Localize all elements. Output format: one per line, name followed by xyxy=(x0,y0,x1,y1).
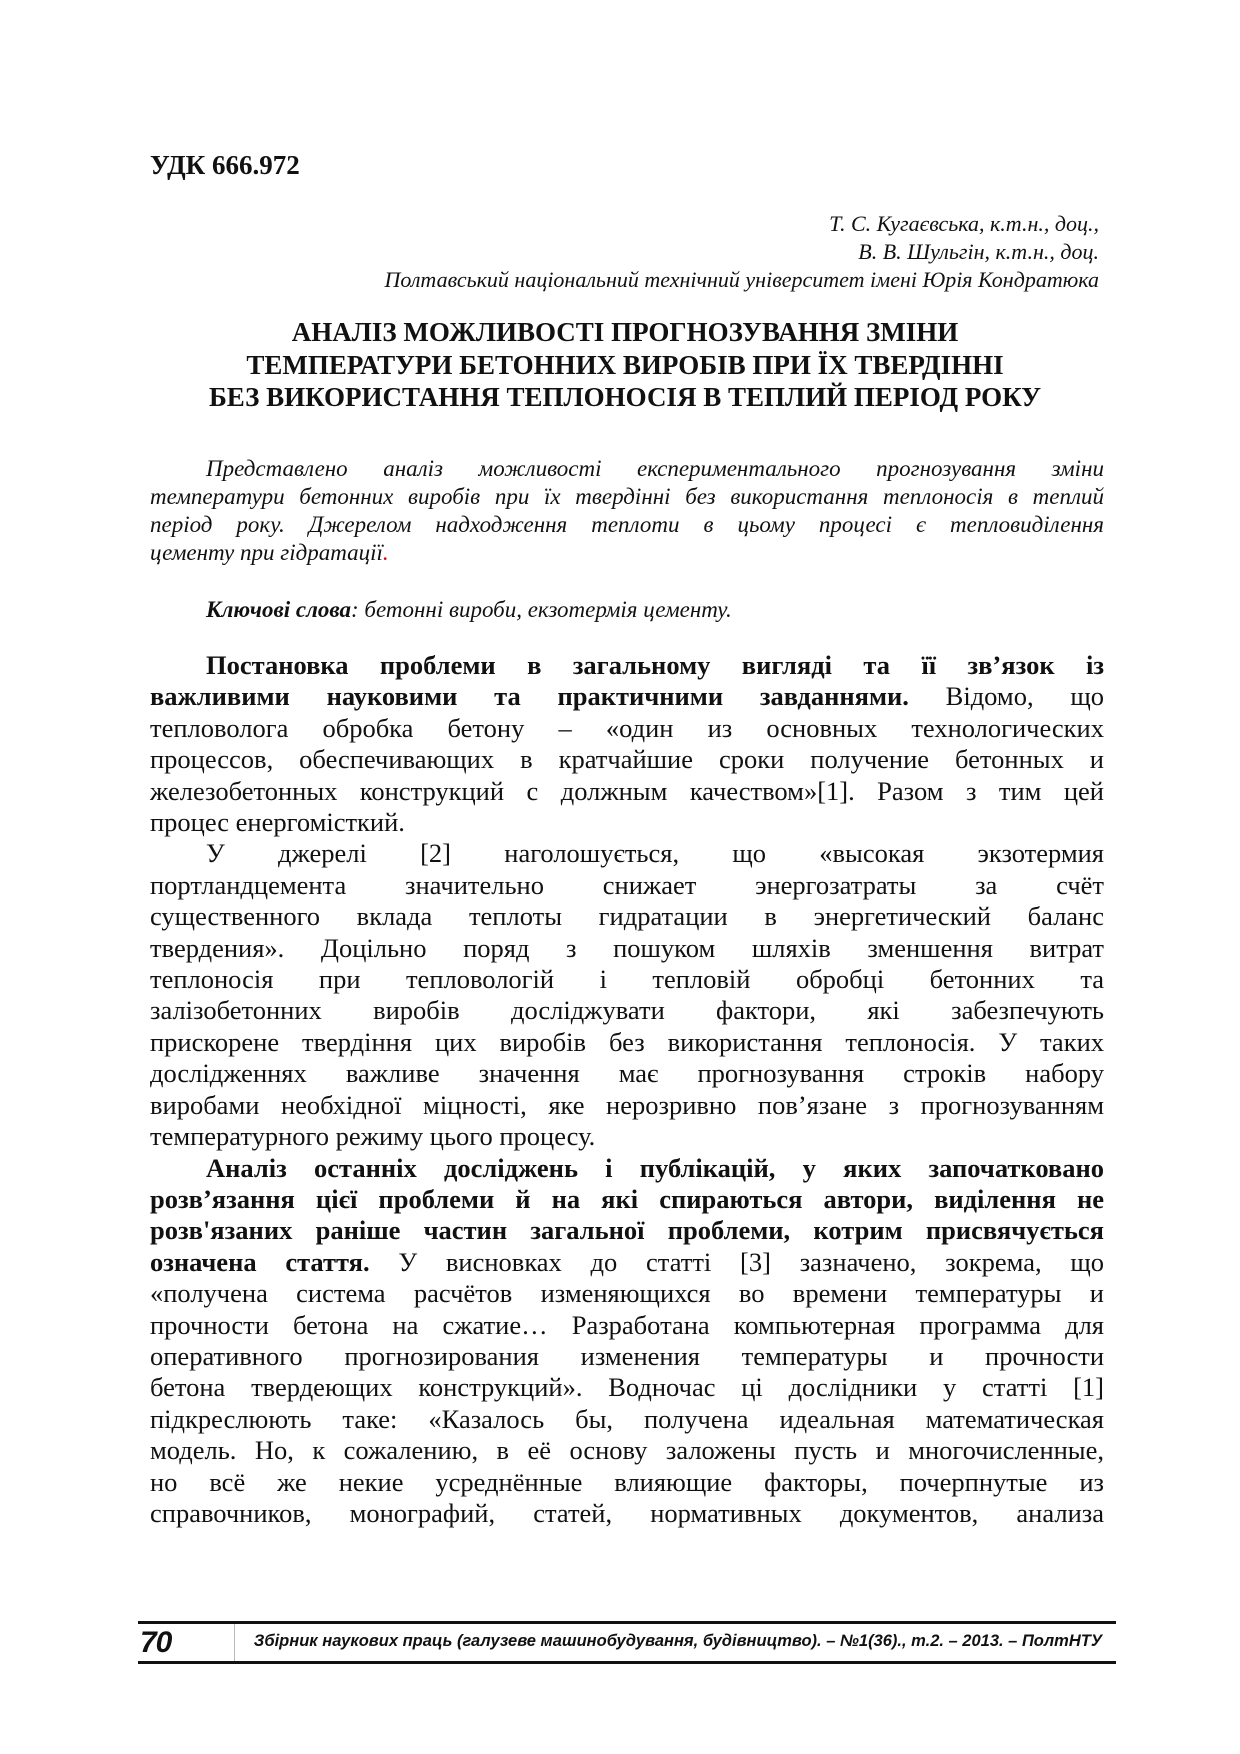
footer-rule-bottom xyxy=(138,1661,1116,1664)
keywords xyxy=(206,597,732,623)
udk-code: УДК 666.972 xyxy=(150,150,300,180)
bold-heading-text: означена стаття. xyxy=(150,1246,370,1277)
body-line xyxy=(150,838,1104,869)
bold-heading-text: Постановка проблеми в загальному вигляді та її зв’язок із xyxy=(206,650,1104,680)
body-line xyxy=(150,650,1104,681)
body-line-text: підкреслюють таке: «Казалось бы, получена идеальная математическая xyxy=(150,1403,1104,1434)
body-line-text: процес енергомісткий. xyxy=(150,807,405,838)
body-line-text: бетона твердеющих конструкций». Водночас ці дослідники у статті [1] xyxy=(150,1372,1104,1403)
body-line-text: модель. Но, к сожалению, в её основу заложены пусть и многочисленные, xyxy=(150,1435,1104,1466)
title-line: АНАЛІЗ МОЖЛИВОСТІ ПРОГНОЗУВАННЯ ЗМІНИ xyxy=(291,317,959,347)
page-number: 70 xyxy=(140,1626,172,1659)
body-line-text: но всё же некие усреднённые влияющие факторы, почерпнутые из xyxy=(150,1466,1104,1497)
footer-rule-top xyxy=(138,1621,1116,1624)
bold-heading-text: розв'язаних раніше частин загальної проблеми, котрим присвячується xyxy=(150,1215,1104,1246)
body-line xyxy=(150,964,1104,995)
body-line xyxy=(150,933,1104,964)
title-line: БЕЗ ВИКОРИСТАННЯ ТЕПЛОНОСІЯ В ТЕПЛИЙ ПЕРІОД РОКУ xyxy=(208,382,1042,412)
body-line xyxy=(150,1247,1104,1278)
abstract xyxy=(150,455,1104,567)
body-line xyxy=(150,1090,1104,1121)
body-line xyxy=(150,1372,1104,1403)
body-line xyxy=(150,807,1104,838)
body-line xyxy=(150,1215,1104,1246)
body-line-text: «получена система расчётов изменяющихся во времени температуры и xyxy=(150,1278,1104,1309)
bold-heading-text: розв’язання цієї проблеми й на які спираються автори, виділення не xyxy=(150,1183,1104,1214)
article-title xyxy=(150,316,1100,414)
body-line xyxy=(150,744,1104,775)
author-1: Т. С. Кугаєвська, к.т.н., доц., xyxy=(829,211,1099,236)
keywords-label: Ключові слова xyxy=(206,597,352,622)
body-line-text: существенного вклада теплоты гидратации в энергетический баланс xyxy=(150,901,1104,932)
bold-heading-text: Аналіз останніх досліджень і публікацій, у яких започатковано xyxy=(206,1152,1104,1183)
abstract-text: цементу при гідратації xyxy=(150,540,383,565)
paragraph xyxy=(150,838,1104,1152)
body-line xyxy=(150,1467,1104,1498)
paragraph xyxy=(150,650,1104,838)
authors-block xyxy=(384,210,1099,294)
abstract-line: Представлено аналіз можливості експериментального прогнозування зміни xyxy=(206,456,1104,481)
body-line xyxy=(150,870,1104,901)
body-line xyxy=(150,1184,1104,1215)
body-line xyxy=(150,1027,1104,1058)
body-line xyxy=(150,1435,1104,1466)
body-line-text: железобетонных конструкций с должным качеством»[1]. Разом з тим цей xyxy=(150,775,1104,806)
body-line xyxy=(150,995,1104,1026)
affiliation: Полтавський національний технічний університет імені Юрія Кондратюка xyxy=(384,267,1099,292)
body-line-text: тепловолога обробка бетону – «один из основных технологических xyxy=(150,712,1104,743)
title-line: ТЕМПЕРАТУРИ БЕТОННИХ ВИРОБІВ ПРИ ЇХ ТВЕРДІННІ xyxy=(246,349,1004,380)
body-line xyxy=(150,681,1104,712)
body-line-text: прискорене твердіння цих виробів без використання теплоносія. У таких xyxy=(150,1026,1104,1057)
author-2: В. В. Шульгін, к.т.н., доц. xyxy=(858,239,1099,264)
abstract-period: . xyxy=(382,540,389,565)
body-line xyxy=(150,901,1104,932)
journal-citation: Збірник наукових праць (галузеве машинобудування, будівництво). – №1(36)., т.2. – 2013. – ПолтНТУ xyxy=(253,1632,1102,1650)
body-line-text: У джерелі [2] наголошується, що «высокая экзотермия xyxy=(206,838,1104,869)
abstract-line xyxy=(150,539,1104,567)
body-line xyxy=(150,1153,1104,1184)
body-line-text: справочников, монографий, статей, нормативных документов, анализа xyxy=(150,1497,1104,1528)
body-line-text: Відомо, що xyxy=(908,681,1104,712)
body-line-text: У висновках до статті [3] зазначено, зокрема, що xyxy=(369,1246,1104,1277)
paragraph xyxy=(150,1153,1104,1530)
body-line xyxy=(150,1278,1104,1309)
footer-divider xyxy=(234,1624,235,1661)
body-line-text: портландцемента значительно снижает энергозатраты за счёт xyxy=(150,869,1104,900)
body-line xyxy=(150,1498,1104,1529)
body-line xyxy=(150,1310,1104,1341)
keywords-text: : бетонні вироби, екзотермія цементу. xyxy=(351,597,732,622)
body-text xyxy=(150,650,1104,1529)
body-line-text: теплоносія при тепловологій і тепловій обробці бетонних та xyxy=(150,964,1104,995)
body-line-text: прочности бетона на сжатие… Разработана компьютерная программа для xyxy=(150,1309,1104,1340)
abstract-line: температури бетонних виробів при їх твердінні без використання теплоносія в теплий xyxy=(150,484,1104,509)
body-line-text: температурного режиму цього процесу. xyxy=(150,1121,596,1152)
body-line xyxy=(150,1404,1104,1435)
abstract-line: період року. Джерелом надходження теплоти в цьому процесі є тепловиділення xyxy=(150,512,1104,537)
body-line xyxy=(150,776,1104,807)
body-line-text: оперативного прогнозирования изменения температуры и прочности xyxy=(150,1340,1104,1371)
body-line-text: залізобетонних виробів досліджувати фактори, які забезпечують xyxy=(150,995,1104,1026)
body-line xyxy=(150,713,1104,744)
body-line-text: виробами необхідної міцності, яке нерозривно пов’язане з прогнозуванням xyxy=(150,1089,1104,1120)
body-line-text: процессов, обеспечивающих в кратчайшие сроки получение бетонных и xyxy=(150,744,1104,775)
body-line xyxy=(150,1121,1104,1152)
body-line-text: дослідженнях важливе значення має прогнозування строків набору xyxy=(150,1058,1104,1089)
body-line xyxy=(150,1341,1104,1372)
body-line xyxy=(150,1058,1104,1089)
body-line-text: твердения». Доцільно поряд з пошуком шляхів зменшення витрат xyxy=(150,932,1104,963)
bold-heading-text: важливими науковими та практичними завданнями. xyxy=(150,681,909,712)
